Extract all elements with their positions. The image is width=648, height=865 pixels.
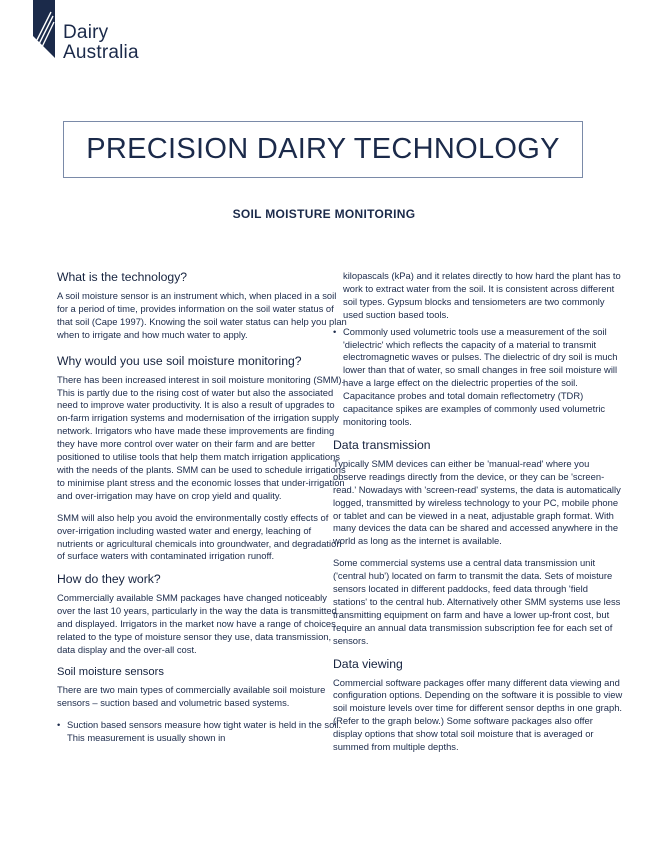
sensor-list [57,719,347,745]
sensor-list-continued [333,326,623,429]
left-column [57,270,347,753]
paragraph-why-2: SMM will also help you avoid the environmentally costly effects of over-irrigation including wasted water and energy, leaching of nutrients or agricultural chemicals into groundwater, and degradation of surface waters with contaminated irrigation runoff. [57,511,342,562]
heading-why-use: Why would you use soil moisture monitoring? [57,353,302,368]
heading-what-is-technology: What is the technology? [57,270,188,284]
heading-data-viewing: Data viewing [333,656,403,671]
title-box [63,121,583,178]
paragraph-transmission-2: Some commercial systems use a central data transmission unit ('central hub') located on farm to transmit the data. Sets of moisture sensors located in different paddocks, feed data through 'field stations' to the central hub. Alternatively other SMM systems use less transmitting equipment on farm and have a lower up-front cost, but require an annual data transmission subscription fee for each set of sensors. [333,557,621,646]
paragraph-transmission-1: Typically SMM devices can either be 'manual-read' where you observe readings directly from the device, or they can be 'screen-read.' Nowadays with 'screen-read' systems, the data is automatically logged, transmitted by wireless technology to your PC, mobile phone or tablet and can be viewed in a neat, adjustable graph format. With many devices the data can be shared and accessed anywhere in the world as long as the internet is available. [333,457,621,547]
heading-how-work: How do they work? [57,572,161,587]
paragraph-how: Commercially available SMM packages have changed noticeably over the last 10 years, particularly in the way the data is transmitted and displayed. Irrigators in the market now have a range of choices related to the type of moisture sensor they use, data transmission, data display and the over-all cost. [57,592,337,655]
bullet-suction-continued: kilopascals (kPa) and it relates directly to how hard the plant has to work to extract water from the soil. It is consistent across different soil types. Gypsum blocks and tensiometers are two commonly used suction based tools. [343,270,621,320]
heading-soil-moisture-sensors: Soil moisture sensors [57,665,164,678]
heading-data-transmission: Data transmission [333,437,431,452]
bullet-volumetric: • Commonly used volumetric tools use a measurement of the soil 'dielectric' which reflects the capacity of a material to transmit electromagnetic waves or pulses. The dielectric of dry soil is much lower than that of water, so small changes in free soil moisture will have a large effect on the dielectric properties of the soil. Capacitance probes and total domain reflectometry (TDR) capacitance spikes are examples of commonly used volumetric monitoring tools. [333,326,623,429]
page-title: PRECISION DAIRY TECHNOLOGY [86,133,560,165]
paragraph-viewing: Commercial software packages offer many different data viewing and configuration options. Depending on the software it is possible to view soil moisture levels over time for different sensor depths in one graph. (Refer to the graph below.) Some software packages also offer display options that show total soil moisture that is averaged or summed from multiple depths. [333,676,623,753]
paragraph-sensors: There are two main types of commercially available soil moisture sensors – suction based and volumetric based systems. [57,683,326,708]
paragraph-what: A soil moisture sensor is an instrument which, when placed in a soil for a period of time, provides information on the soil water status of that soil (Cape 1997). Knowing the soil water status can help you plan when to irrigate and how much water to apply. [57,290,347,340]
logo-mark-icon [33,0,57,60]
logo-text-dairy: Dairy [63,22,109,43]
logo-text-australia: Australia [63,42,139,63]
paragraph-why-1: There has been increased interest in soil moisture monitoring (SMM). This is partly due to the rising cost of water but also the associated need to improve water productivity. It is also a result of upgrades to on-farm irrigation systems and modernisation of the irrigation supply network. Irrigators who have made these improvements are finding they have more control over water on their farm and are better positioned to utilise tools that help them match irrigation applications with the needs of the plants. SMM can be used to schedule irrigations to minimise plant stress and the economic losses that under-irrigation and over-irrigation may have on crop yield and quality. [57,373,346,501]
page-subtitle: SOIL MOISTURE MONITORING [232,207,416,221]
dairy-australia-logo [33,0,163,70]
right-column [333,270,623,763]
bullet-suction: • Suction based sensors measure how tight water is held in the soil. This measurement is usually shown in [57,719,347,745]
